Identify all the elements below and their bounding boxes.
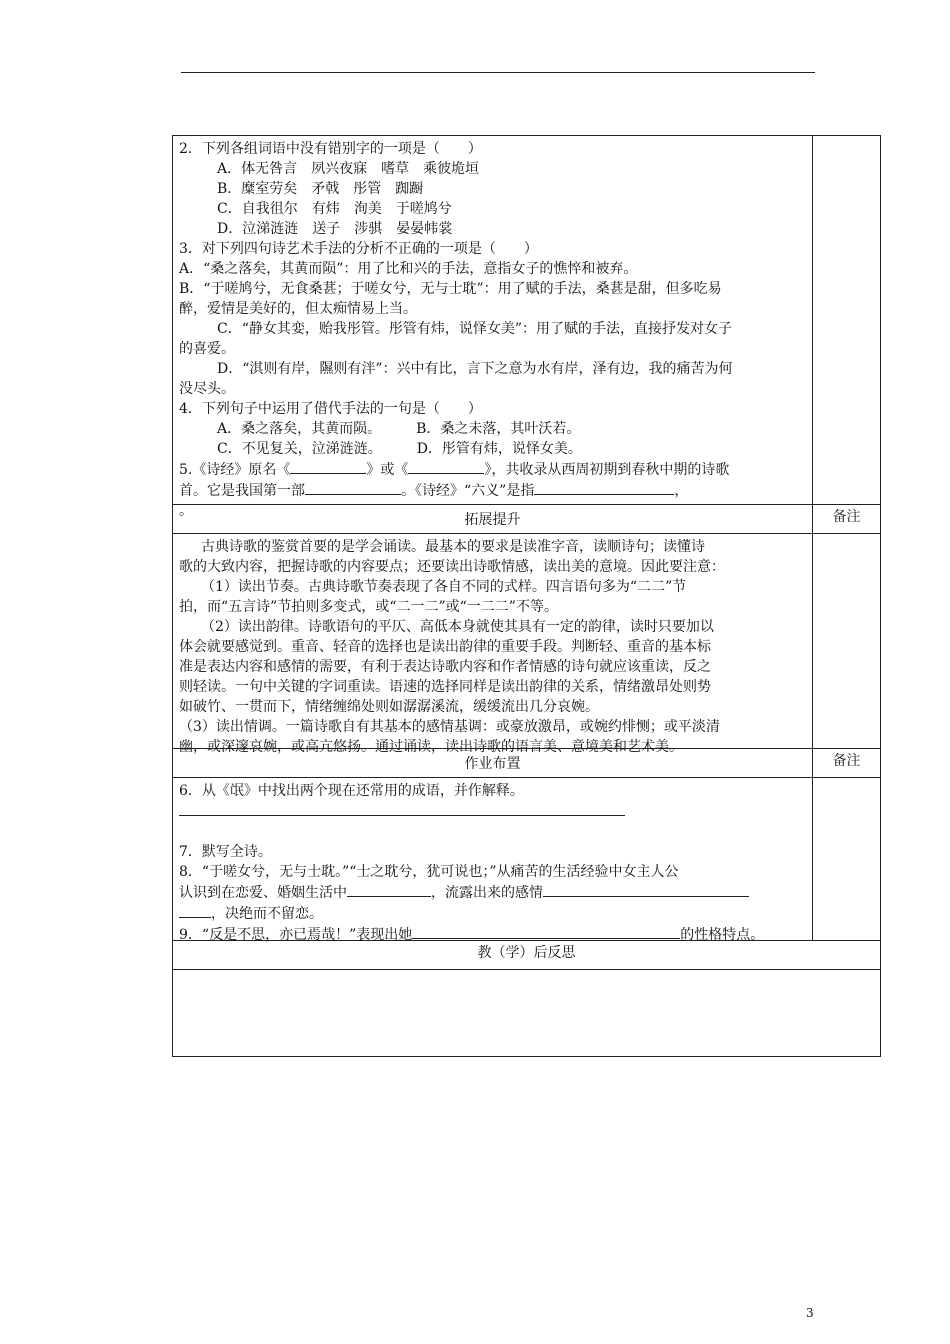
paragraph-line: （3）读出情调。一篇诗歌自有其基本的感情基调：或豪放激昂，或婉约悱恻；或平淡清 — [179, 719, 720, 735]
section-title-homework: 作业布置 — [173, 749, 813, 777]
options-4cd: C．不见复关，泣涕涟涟。 D．彤管有炜，说怿女美。 — [217, 441, 582, 457]
question-2: 2．下列各组词语中没有错别字的一项是（ ） — [179, 141, 482, 157]
paragraph-line: （2）读出韵律。诗歌语句的平仄、高低本身就使其具有一定的韵律，读时只要加以 — [201, 619, 714, 635]
paragraph-line: 古典诗歌的鉴赏首要的是学会诵读。最基本的要求是读准字音，读顺诗句；读懂诗 — [201, 539, 705, 555]
question-8-cont: 认识到在恋爱、婚姻生活中 ，流露出来的感情 — [179, 882, 806, 903]
option-2c: C．自我徂尔 有炜 洵美 于嗟鸠兮 — [217, 201, 452, 217]
question-6-answer — [179, 801, 806, 822]
section-header-row — [173, 748, 880, 777]
question-8-end: ，决绝而不留恋。 — [179, 903, 806, 924]
paragraph-line: 如破竹、一贯而下，情绪缠绵处则如潺潺溪流，缓缓流出几分哀婉。 — [179, 699, 599, 715]
answer-blank[interactable] — [408, 459, 484, 474]
notes-label: 备注 — [832, 753, 861, 769]
reflection-row — [173, 969, 880, 1056]
option-3d: D．“淇则有岸，隰则有泮”：兴中有比，言下之意为水有岸，泽有边，我的痛苦为何 — [217, 361, 733, 377]
question-8: 8．“于嗟女兮，无与士耽。”“士之耽兮，犹可说也；”从痛苦的生活经验中女主人公 — [179, 864, 679, 880]
question-6: 6．从《氓》中找出两个现在还常用的成语，并作解释。 — [179, 783, 524, 799]
question-9: 9．“反是不思，亦已焉哉！”表现出她 的性格特点。 — [179, 924, 806, 945]
option-3b-cont: 醉，爱情是美好的，但太痴情易上当。 — [179, 301, 417, 317]
option-3c-cont: 的喜爱。 — [179, 341, 235, 357]
worksheet-table — [172, 135, 881, 1057]
section-header-row — [173, 940, 880, 969]
section-header-row — [173, 504, 880, 533]
option-3d-cont: 没尽头。 — [179, 381, 235, 397]
homework-cell — [173, 778, 813, 943]
answer-blank[interactable] — [543, 882, 749, 897]
exercise-cell — [173, 136, 813, 519]
answer-blank[interactable] — [179, 801, 379, 816]
paragraph-line: 体会就要感觉到。重音、轻音的选择也是读出韵律的重要手段。判断轻、重音的基本标 — [179, 639, 711, 655]
spacer — [179, 822, 806, 842]
section-title-reflection: 教（学）后反思 — [477, 945, 576, 961]
answer-blank[interactable] — [379, 801, 625, 816]
paragraph-line: 幽，或深邃哀婉，或高亢悠扬。通过诵读，读出诗歌的语言美、意境美和艺术美。 — [179, 739, 683, 755]
option-2d: D．泣涕涟涟 送子 涉骐 晏晏帏裳 — [217, 221, 453, 237]
paragraph-line: （1）读出节奏。古典诗歌节奏表现了各自不同的式样。四言语句多为“二二”节 — [201, 579, 687, 595]
page-number: 3 — [806, 1306, 814, 1320]
answer-blank[interactable] — [534, 480, 674, 495]
option-3c: C．“静女其娈，贻我彤管。彤管有炜，说怿女美”：用了赋的手法，直接抒发对女子 — [217, 321, 733, 337]
extension-row — [173, 533, 880, 755]
answer-blank[interactable] — [412, 924, 680, 939]
answer-blank[interactable] — [347, 882, 431, 897]
notes-label: 备注 — [832, 509, 861, 525]
question-5-cont: 首。它是我国第一部 。《诗经》“六义”是指 ， — [179, 480, 806, 501]
paragraph-line: 则轻读。一句中关键的字词重读。语速的选择同样是读出韵律的关系，情绪激昂处则势 — [179, 679, 711, 695]
question-4: 4．下列句子中运用了借代手法的一句是（ ） — [179, 401, 482, 417]
option-2b: B．糜室劳矣 矛戟 彤管 踟蹰 — [217, 181, 424, 197]
question-5-end: 。 — [179, 503, 193, 519]
option-3b: B．“于嗟鸠兮，无食桑葚；于嗟女兮，无与士耽”：用了赋的手法，桑葚是甜，但多吃易 — [179, 281, 722, 297]
answer-blank[interactable] — [305, 480, 401, 495]
notes-cell — [813, 778, 880, 940]
question-3: 3．对下列四句诗艺术手法的分析不正确的一项是（ ） — [179, 241, 538, 257]
notes-cell — [813, 136, 880, 504]
notes-cell — [813, 534, 880, 748]
extension-cell — [173, 534, 813, 755]
answer-blank[interactable] — [290, 459, 366, 474]
question-5: 5.《诗经》原名《 》或《 》，共收录从西周初期到春秋中期的诗歌 — [179, 459, 806, 480]
answer-blank[interactable] — [179, 903, 211, 918]
options-4ab: A．桑之落矣，其黄而陨。 B．桑之未落，其叶沃若。 — [217, 421, 581, 437]
option-2a: A．体无咎言 夙兴夜寐 嗜草 乘彼垝垣 — [217, 161, 480, 177]
paragraph-line: 拍，而“五言诗”节拍则多变式，或“二一二”或“一二二”不等。 — [179, 599, 558, 615]
reflection-cell[interactable] — [173, 970, 880, 1056]
header-rule — [181, 72, 815, 73]
question-7: 7．默写全诗。 — [179, 844, 272, 860]
paragraph-line: 准是表达内容和感情的需要，有利于表达诗歌内容和作者情感的诗句就应该重读，反之 — [179, 659, 711, 675]
paragraph-line: 歌的大致内容，把握诗歌的内容要点；还要读出诗歌情感，读出美的意境。因此要注意： — [179, 559, 725, 575]
section-title-extension: 拓展提升 — [173, 505, 813, 533]
option-3a: A．“桑之落矣，其黄而陨”：用了比和兴的手法，意指女子的憔悴和被弃。 — [179, 261, 638, 277]
homework-row — [173, 777, 880, 943]
